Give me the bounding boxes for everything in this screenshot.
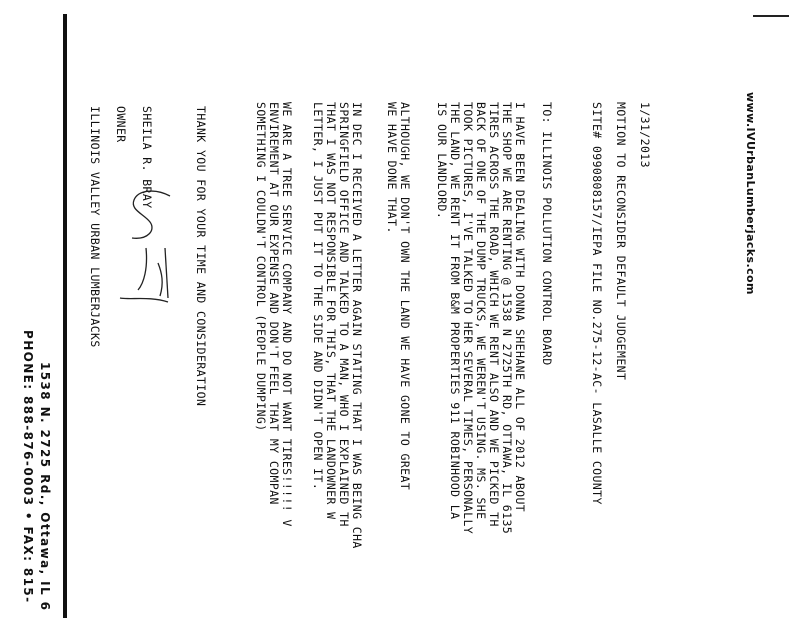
paragraph1-line: IS OUR LANDLORD. (435, 102, 449, 220)
website-text: www.IVUrbanLumberjacks.com (744, 92, 757, 295)
recipient-line: TO: ILLINOIS POLLUTION CONTROL BOARD (540, 102, 554, 366)
address-text: 1538 N. 2725 Rd., Ottawa, IL 6 (38, 362, 52, 612)
signer-title: OWNER (114, 106, 128, 143)
letter-date: 1/31/2013 (638, 102, 652, 168)
paragraph1-line: TOOK PICTURES, I'VE TALKED TO HER SEVERAL TIMES, PERSONALLY (461, 102, 475, 535)
paragraph3-line: THAT I WAS NOT RESPONSIBLE FOR THIS, THAT THE LANDOWNER W (324, 102, 338, 520)
paragraph1-line: BACK OF ONE OF THE DUMP TRUCKS, WE WEREN'T USING. MS. SHE (474, 102, 488, 520)
signer-name: SHEILA R. BRAY (140, 106, 154, 209)
paragraph1-line: THE SHOP WE ARE RENTING @ 1538 N 2725TH RD, OTTAWA, IL 6135 (500, 102, 514, 535)
paragraph4-line: ENVIREMENT AT OUR EXPENSE AND DON'T FEEL THAT MY COMPAN (267, 102, 281, 505)
paragraph3-line: SPRINGFIELD OFFICE AND TALKED TO A MAN, WHO I EXPLAINED TH (337, 102, 351, 527)
letter-subject: MOTION TO RECONSIDER DEFAULT JUDGEMENT (614, 102, 628, 381)
paragraph1-line: I HAVE BEEN DEALING WITH DONNA SHEHANE ALL OF 2012 ABOUT (513, 102, 527, 513)
paragraph3-line: IN DEC I RECEIVED A LETTER AGAIN STATING THAT I WAS BEING CHA (350, 102, 364, 549)
scan-mark (753, 15, 789, 17)
paragraph3-line: LETTER, I JUST PUT IT TO THE SIDE AND DIDN'T OPEN IT. (311, 102, 325, 491)
letterhead-rule (63, 14, 67, 618)
paragraph2-line: WE HAVE DONE THAT. (385, 102, 399, 234)
paragraph1-line: THE LAND, WE RENT IT FROM B&M PROPERTIES 911 ROBINHOOD LA (448, 102, 462, 520)
paragraph4-line: SOMETHING I COULDN'T CONTROL (PEOPLE DUMPING) (254, 102, 268, 432)
company-name: ILLINOIS VALLEY URBAN LUMBERJACKS (88, 106, 102, 348)
paragraph4-line: WE ARE A TREE SERVICE COMPANY AND DO NOT WANT TIRES!!!!! V (280, 102, 294, 527)
handwritten-signature (110, 178, 190, 328)
site-file-line: SITE# 0990808157/IEPA FILE NO.275-12-AC- LASALLE COUNTY (590, 102, 604, 505)
paragraph1-line: TIRES ACROSS THE ROAD, WHICH WE RENT ALSO AND WE PICKED TH (487, 102, 501, 527)
phone-fax-text: PHONE: 888-876-0003 • FAX: 815- (21, 330, 35, 604)
paragraph2-line: ALTHOUGH, WE DON'T OWN THE LAND WE HAVE GONE TO GREAT (398, 102, 412, 491)
closing-line: THANK YOU FOR YOUR TIME AND CONSIDERATION (194, 106, 208, 407)
